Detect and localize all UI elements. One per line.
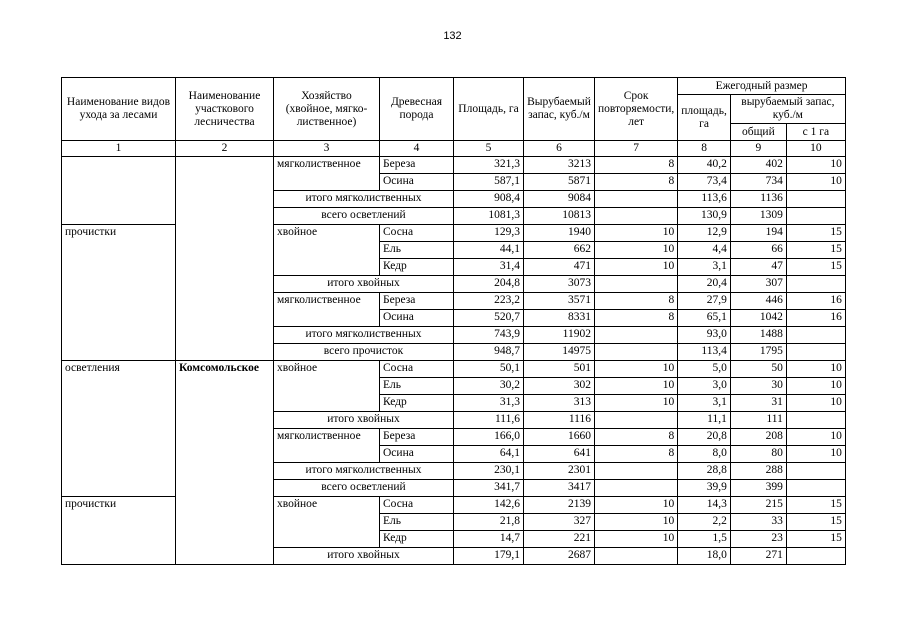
economy-cell: мягколиственное	[274, 293, 380, 327]
annual-area-cell: 5,0	[678, 361, 731, 378]
area-cell: 223,2	[454, 293, 524, 310]
stock-cell: 3213	[524, 157, 595, 174]
stock-cell: 3571	[524, 293, 595, 310]
header-annual: Ежегодный размер	[678, 78, 846, 95]
area-cell: 64,1	[454, 446, 524, 463]
economy-cell: хвойное	[274, 497, 380, 548]
stock-cell: 1940	[524, 225, 595, 242]
stock-cell: 2301	[524, 463, 595, 480]
table-row	[62, 361, 846, 378]
area-cell: 587,1	[454, 174, 524, 191]
annual-stock-total-cell: 50	[730, 361, 786, 378]
period-cell: 10	[595, 242, 678, 259]
stock-cell: 3073	[524, 276, 595, 293]
column-index-cell: 6	[524, 141, 595, 157]
care-type-cell: прочистки	[62, 497, 176, 565]
stock-cell: 3417	[524, 480, 595, 497]
stock-cell: 5871	[524, 174, 595, 191]
column-index-cell: 3	[274, 141, 380, 157]
column-index-cell: 4	[380, 141, 454, 157]
species-cell: Береза	[380, 293, 454, 310]
period-cell	[595, 463, 678, 480]
forest-care-table	[61, 77, 846, 565]
annual-stock-per-ha-cell	[786, 548, 845, 565]
period-cell: 8	[595, 429, 678, 446]
period-cell: 10	[595, 514, 678, 531]
annual-area-cell: 20,8	[678, 429, 731, 446]
area-cell: 31,4	[454, 259, 524, 276]
species-cell: Кедр	[380, 395, 454, 412]
period-cell: 10	[595, 259, 678, 276]
species-cell: Сосна	[380, 361, 454, 378]
annual-area-cell: 73,4	[678, 174, 731, 191]
annual-area-cell: 3,0	[678, 378, 731, 395]
species-cell: Береза	[380, 429, 454, 446]
stock-cell: 641	[524, 446, 595, 463]
stock-cell: 10813	[524, 208, 595, 225]
annual-stock-total-cell: 66	[730, 242, 786, 259]
annual-stock-total-cell: 208	[730, 429, 786, 446]
area-cell: 520,7	[454, 310, 524, 327]
page-number: 132	[443, 30, 462, 42]
annual-stock-total-cell: 446	[730, 293, 786, 310]
area-cell: 341,7	[454, 480, 524, 497]
annual-stock-per-ha-cell	[786, 412, 845, 429]
subtotal-label: итого мягколиственных	[274, 191, 454, 208]
header-care-type: Наименование видов ухода за лесами	[62, 78, 176, 141]
annual-stock-per-ha-cell: 15	[786, 514, 845, 531]
annual-stock-per-ha-cell: 15	[786, 259, 845, 276]
column-index-cell: 10	[786, 141, 845, 157]
species-cell: Осина	[380, 446, 454, 463]
annual-stock-per-ha-cell: 15	[786, 225, 845, 242]
annual-stock-per-ha-cell	[786, 327, 845, 344]
annual-stock-total-cell: 80	[730, 446, 786, 463]
annual-area-cell: 65,1	[678, 310, 731, 327]
annual-stock-per-ha-cell: 10	[786, 446, 845, 463]
annual-area-cell: 8,0	[678, 446, 731, 463]
species-cell: Ель	[380, 242, 454, 259]
subtotal-label: всего осветлений	[274, 480, 454, 497]
period-cell	[595, 208, 678, 225]
stock-cell: 221	[524, 531, 595, 548]
annual-area-cell: 28,8	[678, 463, 731, 480]
annual-stock-per-ha-cell: 15	[786, 497, 845, 514]
column-index-row	[62, 141, 846, 157]
species-cell: Ель	[380, 378, 454, 395]
annual-stock-per-ha-cell: 15	[786, 531, 845, 548]
period-cell	[595, 480, 678, 497]
species-cell: Сосна	[380, 497, 454, 514]
column-index-cell: 7	[595, 141, 678, 157]
annual-stock-total-cell: 31	[730, 395, 786, 412]
annual-area-cell: 20,4	[678, 276, 731, 293]
annual-stock-per-ha-cell: 10	[786, 395, 845, 412]
annual-stock-total-cell: 271	[730, 548, 786, 565]
period-cell: 8	[595, 446, 678, 463]
period-cell: 10	[595, 531, 678, 548]
period-cell	[595, 327, 678, 344]
subtotal-label: всего осветлений	[274, 208, 454, 225]
annual-stock-per-ha-cell: 15	[786, 242, 845, 259]
period-cell	[595, 191, 678, 208]
area-cell: 30,2	[454, 378, 524, 395]
period-cell: 10	[595, 225, 678, 242]
annual-stock-total-cell: 111	[730, 412, 786, 429]
period-cell	[595, 344, 678, 361]
column-index-cell: 1	[62, 141, 176, 157]
period-cell	[595, 548, 678, 565]
header-period: Срок повторяемости, лет	[595, 78, 678, 141]
annual-stock-total-cell: 194	[730, 225, 786, 242]
stock-cell: 8331	[524, 310, 595, 327]
stock-cell: 14975	[524, 344, 595, 361]
period-cell: 8	[595, 310, 678, 327]
annual-stock-total-cell: 399	[730, 480, 786, 497]
species-cell: Сосна	[380, 225, 454, 242]
stock-cell: 471	[524, 259, 595, 276]
economy-cell: мягколиственное	[274, 429, 380, 463]
stock-cell: 302	[524, 378, 595, 395]
species-cell: Кедр	[380, 531, 454, 548]
annual-stock-per-ha-cell	[786, 480, 845, 497]
annual-stock-total-cell: 215	[730, 497, 786, 514]
annual-area-cell: 14,3	[678, 497, 731, 514]
period-cell: 10	[595, 395, 678, 412]
annual-stock-per-ha-cell: 16	[786, 310, 845, 327]
annual-stock-per-ha-cell	[786, 208, 845, 225]
annual-area-cell: 40,2	[678, 157, 731, 174]
area-cell: 204,8	[454, 276, 524, 293]
annual-area-cell: 130,9	[678, 208, 731, 225]
column-index-cell: 9	[730, 141, 786, 157]
header-economy: Хозяйство (хвойное, мягко-лиственное)	[274, 78, 380, 141]
forestry-cell: Комсомольское	[176, 361, 274, 565]
area-cell: 31,3	[454, 395, 524, 412]
annual-stock-per-ha-cell: 16	[786, 293, 845, 310]
area-cell: 166,0	[454, 429, 524, 446]
area-cell: 44,1	[454, 242, 524, 259]
species-cell: Осина	[380, 310, 454, 327]
economy-cell: мягколиственное	[274, 157, 380, 191]
annual-stock-per-ha-cell	[786, 463, 845, 480]
header-annual-area: площадь, га	[678, 95, 731, 141]
stock-cell: 327	[524, 514, 595, 531]
area-cell: 908,4	[454, 191, 524, 208]
stock-cell: 2687	[524, 548, 595, 565]
species-cell: Кедр	[380, 259, 454, 276]
species-cell: Осина	[380, 174, 454, 191]
annual-stock-total-cell: 23	[730, 531, 786, 548]
annual-stock-total-cell: 1488	[730, 327, 786, 344]
annual-stock-total-cell: 30	[730, 378, 786, 395]
area-cell: 14,7	[454, 531, 524, 548]
annual-stock-total-cell: 47	[730, 259, 786, 276]
annual-stock-total-cell: 288	[730, 463, 786, 480]
annual-stock-per-ha-cell	[786, 344, 845, 361]
stock-cell: 1116	[524, 412, 595, 429]
area-cell: 111,6	[454, 412, 524, 429]
subtotal-label: всего прочисток	[274, 344, 454, 361]
period-cell: 10	[595, 497, 678, 514]
table-row	[62, 157, 846, 174]
subtotal-label: итого мягколиственных	[274, 463, 454, 480]
annual-stock-per-ha-cell: 10	[786, 378, 845, 395]
column-index-cell: 8	[678, 141, 731, 157]
annual-stock-total-cell: 307	[730, 276, 786, 293]
care-type-cell	[62, 157, 176, 225]
period-cell: 8	[595, 293, 678, 310]
subtotal-label: итого хвойных	[274, 548, 454, 565]
annual-area-cell: 11,1	[678, 412, 731, 429]
annual-area-cell: 12,9	[678, 225, 731, 242]
header-annual-total: общий	[730, 124, 786, 141]
annual-stock-per-ha-cell: 10	[786, 361, 845, 378]
period-cell	[595, 412, 678, 429]
annual-area-cell: 3,1	[678, 395, 731, 412]
header-stock: Вырубаемый запас, куб./м	[524, 78, 595, 141]
stock-cell: 2139	[524, 497, 595, 514]
annual-area-cell: 4,4	[678, 242, 731, 259]
stock-cell: 662	[524, 242, 595, 259]
annual-area-cell: 3,1	[678, 259, 731, 276]
column-index-cell: 5	[454, 141, 524, 157]
stock-cell: 1660	[524, 429, 595, 446]
species-cell: Ель	[380, 514, 454, 531]
stock-cell: 9084	[524, 191, 595, 208]
header-annual-per-ha: с 1 га	[786, 124, 845, 141]
annual-area-cell: 39,9	[678, 480, 731, 497]
annual-area-cell: 18,0	[678, 548, 731, 565]
header-area: Площадь, га	[454, 78, 524, 141]
area-cell: 1081,3	[454, 208, 524, 225]
subtotal-label: итого хвойных	[274, 276, 454, 293]
species-cell: Береза	[380, 157, 454, 174]
table-body	[62, 157, 846, 565]
stock-cell: 313	[524, 395, 595, 412]
area-cell: 743,9	[454, 327, 524, 344]
period-cell: 10	[595, 378, 678, 395]
annual-area-cell: 93,0	[678, 327, 731, 344]
annual-area-cell: 1,5	[678, 531, 731, 548]
period-cell	[595, 276, 678, 293]
header-annual-stock: вырубаемый запас, куб./м	[730, 95, 845, 124]
annual-stock-total-cell: 1042	[730, 310, 786, 327]
annual-stock-per-ha-cell: 10	[786, 157, 845, 174]
care-type-cell: осветления	[62, 361, 176, 497]
annual-stock-total-cell: 1309	[730, 208, 786, 225]
annual-stock-total-cell: 1136	[730, 191, 786, 208]
area-cell: 50,1	[454, 361, 524, 378]
area-cell: 21,8	[454, 514, 524, 531]
subtotal-label: итого мягколиственных	[274, 327, 454, 344]
economy-cell: хвойное	[274, 225, 380, 276]
annual-stock-total-cell: 402	[730, 157, 786, 174]
stock-cell: 501	[524, 361, 595, 378]
annual-stock-total-cell: 33	[730, 514, 786, 531]
period-cell: 8	[595, 157, 678, 174]
economy-cell: хвойное	[274, 361, 380, 412]
column-index-cell: 2	[176, 141, 274, 157]
annual-area-cell: 113,6	[678, 191, 731, 208]
header-species: Древесная порода	[380, 78, 454, 141]
annual-stock-per-ha-cell: 10	[786, 429, 845, 446]
annual-stock-per-ha-cell	[786, 276, 845, 293]
stock-cell: 11902	[524, 327, 595, 344]
annual-area-cell: 27,9	[678, 293, 731, 310]
area-cell: 230,1	[454, 463, 524, 480]
area-cell: 321,3	[454, 157, 524, 174]
annual-stock-per-ha-cell: 10	[786, 174, 845, 191]
header-forestry: Наименование участкового лесничества	[176, 78, 274, 141]
period-cell: 8	[595, 174, 678, 191]
area-cell: 179,1	[454, 548, 524, 565]
care-type-cell: прочистки	[62, 225, 176, 361]
annual-area-cell: 2,2	[678, 514, 731, 531]
area-cell: 948,7	[454, 344, 524, 361]
period-cell: 10	[595, 361, 678, 378]
area-cell: 129,3	[454, 225, 524, 242]
annual-area-cell: 113,4	[678, 344, 731, 361]
forestry-cell	[176, 157, 274, 361]
annual-stock-total-cell: 1795	[730, 344, 786, 361]
area-cell: 142,6	[454, 497, 524, 514]
table-header	[62, 78, 846, 157]
subtotal-label: итого хвойных	[274, 412, 454, 429]
annual-stock-per-ha-cell	[786, 191, 845, 208]
annual-stock-total-cell: 734	[730, 174, 786, 191]
